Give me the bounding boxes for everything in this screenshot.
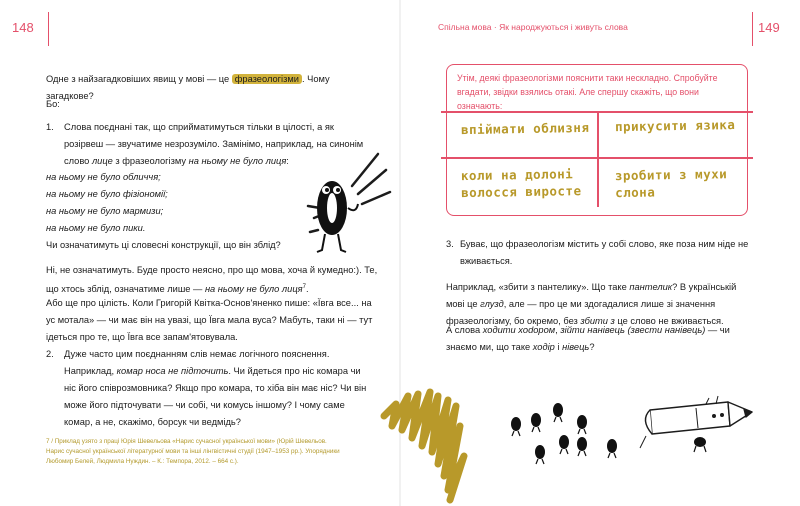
paragraph-text: , але — про це ми здогадалися лише зі значення фразеологізму, бо окремо, без [446, 299, 716, 326]
idiom-cell: впіймати облизня [460, 119, 590, 138]
italic-phrase: збити з [580, 316, 615, 326]
italic-phrase: на ньому не було лиця [188, 156, 287, 166]
list-item-2 [46, 346, 381, 431]
list-number: 1. [46, 122, 54, 132]
list-item-3 [446, 236, 749, 270]
bug-creatures-illustration [506, 398, 636, 478]
paragraph-text: це слово не вживається. [614, 316, 724, 326]
example-line: на ньому не було фізіономії; [46, 189, 168, 199]
example-line: на ньому не було мармизи; [46, 206, 164, 216]
italic-word: ходір [532, 342, 555, 352]
highlighted-term: фразеологізми [232, 74, 302, 84]
list-item-text: Буває, що фразеологізм містить у собі слово, яке поза ним ніде не вживається. [460, 239, 749, 266]
list-item-text: Слова поєднані так, що сприйматимуться тільки в цілості, а як розірвеш — звучатиме незрозуміло. Замінімо, наприклад, на синонім слово [64, 122, 364, 166]
italic-phrase: зійти нанівець (звести нанівець) [560, 325, 706, 335]
example-line: на ньому не було обличчя; [46, 172, 161, 182]
page-number-rule-left [48, 12, 49, 46]
list-number: 2. [46, 349, 54, 359]
list-item-text: Дуже часто цим поєднанням слів немає логічного пояснення. Наприклад, [64, 349, 330, 376]
footnote: 7 / Приклад узято з праці Юрія Шевельова «Нарис сучасної української мови» (Юрій Шевельов. Нарис сучасної української літературної мови та інші лінгвістичні студії (1947–1953 рр.). Упорядники Любомир Белей, Людмила Нуждин. – К.: Темпора, 2012. – 664 с.). [46, 438, 340, 465]
paragraph-text: Ні, не означатимуть. Буде просто неясно, про що мова, хоча й кумедно:). Те, що хтось зблід, означатиме лише — [46, 265, 378, 295]
list-item-text: : [286, 156, 289, 166]
italic-word: лице [91, 156, 113, 166]
example-line: на ньому не було пики. [46, 223, 146, 233]
zero-character-illustration [292, 148, 392, 258]
italic-word: нівець [562, 342, 590, 352]
quiz-box [446, 64, 748, 216]
because-line: Бо: [46, 99, 60, 109]
examples-list [46, 169, 246, 237]
list-number: 3. [446, 239, 454, 249]
paragraph-text: . [305, 284, 309, 295]
footnote-ref: 7 [302, 284, 306, 290]
kvitka-paragraph: Або ще про цілість. Коли Григорій Квітка-Основ'яненко пише: «Ївга все... на ус мотала» — чи має він на увазі, що Ївга мала вуса? Мабуть, таки ні — тут ідеться про те, що Ївга все запам'ятовувала. [46, 298, 373, 342]
khodir-paragraph [446, 322, 751, 356]
page-number-left: 148 [12, 20, 34, 35]
paragraph-text: і [554, 342, 563, 352]
idiom-cell: прикусити язика [614, 117, 736, 135]
list-item-text: з фразеологізму [112, 156, 189, 166]
quiz-box-intro: Утім, деякі фразеологізми пояснити таки нескладно. Спробуйте вгадати, звідки взялись отакі. Але спершу скажіть, що вони означають: [457, 73, 718, 111]
question-line: Чи означатимуть ці словесні конструкції, що він зблід? [46, 240, 281, 250]
paragraph-text: , [555, 325, 561, 335]
idiom-cell: коли на долоні волосся виросте [460, 166, 582, 201]
pencil-illustration [636, 392, 760, 456]
paragraph-text: ? В українській мові це [446, 282, 737, 309]
intro-text-end: . Чому загадкове? [46, 74, 330, 101]
paragraph-text: — чи знаємо ми, що таке [446, 325, 730, 352]
paragraph-text: А слова [446, 325, 483, 335]
italic-phrase: комар носа не підточить [116, 366, 229, 376]
paragraph-text: Наприклад, «збити з пантелику». Що таке [446, 282, 630, 292]
gold-scribble [378, 386, 478, 506]
italic-word: пантелик [629, 282, 673, 292]
grid-line [597, 111, 599, 207]
grid-line [441, 157, 753, 159]
list-item-text: . Чи йдеться про ніс комара чи ніс його співрозмовника? Якщо про комара, то хіба він має ніс? Чи він може його підточувати — чи собі, чи комусь іншому? І чому саме комар, а не, скажімо, борсук чи ведмідь? [64, 366, 367, 427]
running-head: Спільна мова · Як народжуються і живуть слова [438, 22, 628, 32]
italic-phrase: на ньому не було лиця [204, 284, 303, 295]
idiom-cell: зробити з мухи слона [614, 166, 728, 201]
intro-text: Одне з найзагадковіших явищ у мові — це [46, 74, 232, 84]
italic-phrase: ходити хodором [482, 325, 556, 335]
page-number-right: 149 [758, 20, 780, 35]
italic-word: глузд [480, 299, 504, 309]
answer-paragraph [46, 262, 381, 298]
paragraph-text: ? [589, 342, 595, 352]
page-number-rule-right [752, 12, 753, 46]
